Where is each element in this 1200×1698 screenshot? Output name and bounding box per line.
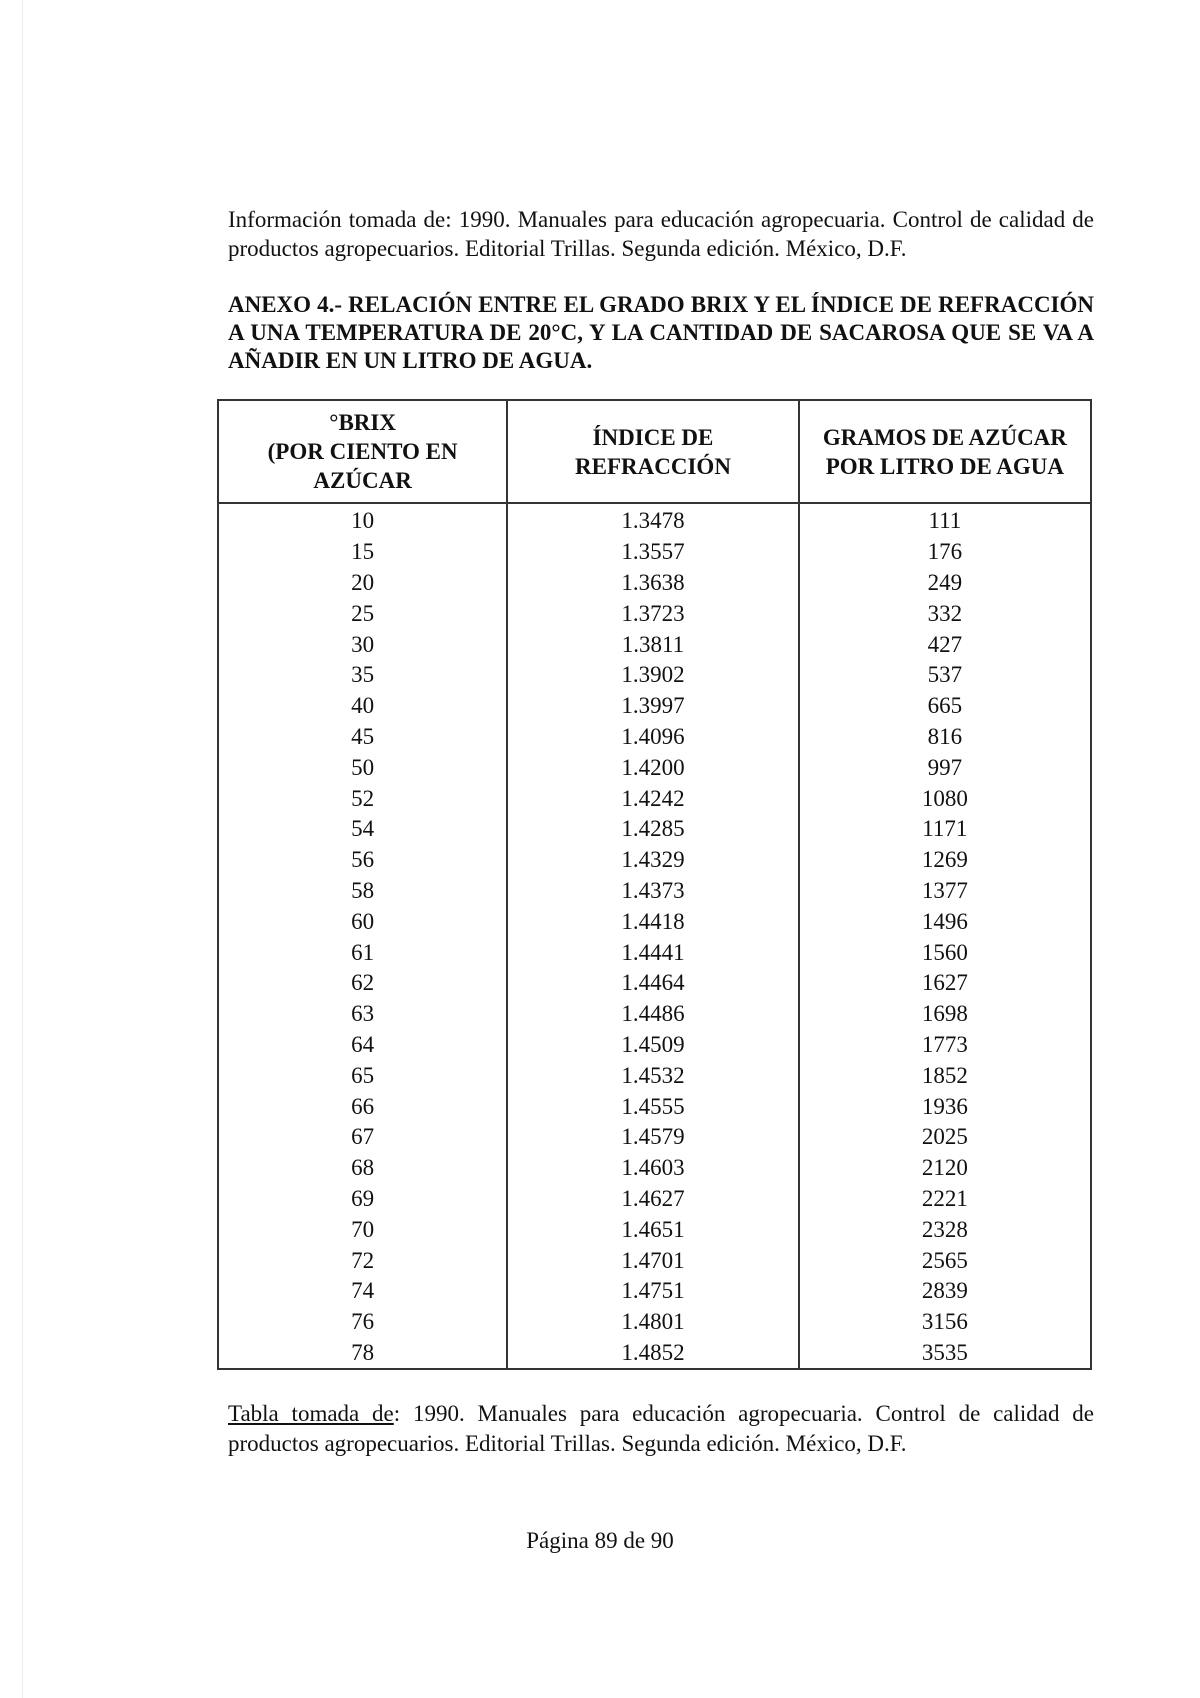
table-row	[218, 1184, 1091, 1215]
cell-brix: 63	[218, 999, 507, 1030]
table-row	[218, 1060, 1091, 1091]
annex-title: ANEXO 4.- RELACIÓN ENTRE EL GRADO BRIX Y EL ÍNDICE DE REFRACCIÓN A UNA TEMPERATURA DE 20°C, Y LA CANTIDAD DE SACAROSA QUE SE VA A AÑADIR EN UN LITRO DE AGUA.	[228, 292, 1094, 373]
cell-sugar-grams: 111	[799, 503, 1091, 537]
cell-refraction-index: 1.4242	[507, 783, 798, 814]
cell-refraction-index: 1.3478	[507, 503, 798, 537]
cell-sugar-grams: 1627	[799, 968, 1091, 999]
cell-brix: 70	[218, 1214, 507, 1245]
cell-refraction-index: 1.4200	[507, 752, 798, 783]
table-row	[218, 1153, 1091, 1184]
cell-brix: 69	[218, 1184, 507, 1215]
cell-sugar-grams: 1377	[799, 876, 1091, 907]
cell-brix: 30	[218, 629, 507, 660]
header-brix	[218, 400, 507, 503]
cell-sugar-grams: 249	[799, 568, 1091, 599]
cell-sugar-grams: 2839	[799, 1276, 1091, 1307]
cell-refraction-index: 1.4486	[507, 999, 798, 1030]
cell-refraction-index: 1.4852	[507, 1338, 798, 1370]
cell-brix: 45	[218, 722, 507, 753]
table-body	[218, 503, 1091, 1369]
table-row	[218, 568, 1091, 599]
table-row	[218, 598, 1091, 629]
cell-refraction-index: 1.4751	[507, 1276, 798, 1307]
table-header-row	[218, 400, 1091, 503]
cell-sugar-grams: 1560	[799, 937, 1091, 968]
cell-sugar-grams: 1269	[799, 845, 1091, 876]
cell-refraction-index: 1.4096	[507, 722, 798, 753]
cell-brix: 25	[218, 598, 507, 629]
cell-refraction-index: 1.3557	[507, 537, 798, 568]
brix-table	[217, 399, 1092, 1370]
table-row	[218, 691, 1091, 722]
cell-sugar-grams: 1773	[799, 1030, 1091, 1061]
cell-refraction-index: 1.4373	[507, 876, 798, 907]
cell-refraction-index: 1.4285	[507, 814, 798, 845]
cell-refraction-index: 1.4329	[507, 845, 798, 876]
table-row	[218, 1245, 1091, 1276]
table-row	[218, 814, 1091, 845]
cell-brix: 65	[218, 1060, 507, 1091]
table-row	[218, 937, 1091, 968]
cell-refraction-index: 1.4418	[507, 906, 798, 937]
cell-brix: 76	[218, 1307, 507, 1338]
cell-refraction-index: 1.3902	[507, 660, 798, 691]
table-row	[218, 503, 1091, 537]
table-row	[218, 537, 1091, 568]
table-row	[218, 722, 1091, 753]
cell-brix: 10	[218, 503, 507, 537]
table-row	[218, 876, 1091, 907]
cell-refraction-index: 1.4651	[507, 1214, 798, 1245]
cell-refraction-index: 1.4603	[507, 1153, 798, 1184]
cell-refraction-index: 1.4441	[507, 937, 798, 968]
cell-sugar-grams: 537	[799, 660, 1091, 691]
table-row	[218, 1091, 1091, 1122]
cell-sugar-grams: 176	[799, 537, 1091, 568]
header-sugar-line1: GRAMOS DE AZÚCAR	[822, 424, 1067, 450]
cell-sugar-grams: 2025	[799, 1122, 1091, 1153]
table-row	[218, 629, 1091, 660]
cell-brix: 62	[218, 968, 507, 999]
cell-refraction-index: 1.3997	[507, 691, 798, 722]
cell-refraction-index: 1.4509	[507, 1030, 798, 1061]
cell-refraction-index: 1.4627	[507, 1184, 798, 1215]
table-row	[218, 1214, 1091, 1245]
cell-sugar-grams: 2565	[799, 1245, 1091, 1276]
cell-sugar-grams: 2328	[799, 1214, 1091, 1245]
cell-brix: 68	[218, 1153, 507, 1184]
cell-sugar-grams: 332	[799, 598, 1091, 629]
cell-sugar-grams: 1080	[799, 783, 1091, 814]
footer-source-body: : 1990. Manuales para educación agropecuaria. Control de calidad de productos agropecuarios. Editorial Trillas. Segunda edición. México, D.F.	[228, 1401, 1095, 1456]
table-row	[218, 1030, 1091, 1061]
cell-brix: 20	[218, 568, 507, 599]
cell-brix: 15	[218, 537, 507, 568]
cell-brix: 52	[218, 783, 507, 814]
cell-brix: 64	[218, 1030, 507, 1061]
cell-sugar-grams: 665	[799, 691, 1091, 722]
cell-sugar-grams: 2120	[799, 1153, 1091, 1184]
cell-sugar-grams: 997	[799, 752, 1091, 783]
cell-brix: 72	[218, 1245, 507, 1276]
cell-brix: 40	[218, 691, 507, 722]
header-brix-line1: °BRIX	[329, 410, 396, 435]
cell-sugar-grams: 3156	[799, 1307, 1091, 1338]
page-edge-line	[22, 0, 23, 1698]
cell-refraction-index: 1.3638	[507, 568, 798, 599]
header-refraction-index	[507, 400, 798, 503]
cell-sugar-grams: 2221	[799, 1184, 1091, 1215]
cell-sugar-grams: 1496	[799, 906, 1091, 937]
header-brix-line2: (POR CIENTO EN	[267, 439, 458, 464]
cell-brix: 35	[218, 660, 507, 691]
cell-refraction-index: 1.3723	[507, 598, 798, 629]
cell-brix: 50	[218, 752, 507, 783]
table-row	[218, 752, 1091, 783]
table-row	[218, 1122, 1091, 1153]
cell-sugar-grams: 3535	[799, 1338, 1091, 1370]
cell-sugar-grams: 1852	[799, 1060, 1091, 1091]
header-brix-line3: AZÚCAR	[313, 468, 412, 493]
table-row	[218, 906, 1091, 937]
table-row	[218, 968, 1091, 999]
table-row	[218, 1307, 1091, 1338]
cell-refraction-index: 1.4532	[507, 1060, 798, 1091]
cell-refraction-index: 1.4801	[507, 1307, 798, 1338]
cell-sugar-grams: 1936	[799, 1091, 1091, 1122]
cell-sugar-grams: 1698	[799, 999, 1091, 1030]
cell-brix: 58	[218, 876, 507, 907]
cell-brix: 54	[218, 814, 507, 845]
cell-refraction-index: 1.4555	[507, 1091, 798, 1122]
cell-brix: 60	[218, 906, 507, 937]
cell-refraction-index: 1.4464	[507, 968, 798, 999]
table-row	[218, 1276, 1091, 1307]
table-row	[218, 999, 1091, 1030]
header-refraction-line1: ÍNDICE DE	[592, 424, 714, 450]
table-row	[218, 783, 1091, 814]
cell-sugar-grams: 427	[799, 629, 1091, 660]
cell-refraction-index: 1.3811	[507, 629, 798, 660]
intro-source-text: Información tomada de: 1990. Manuales para educación agropecuaria. Control de calidad de productos agropecuarios. Editorial Trillas. Segunda edición. México, D.F.	[228, 207, 1094, 261]
table-row	[218, 1338, 1091, 1370]
cell-brix: 74	[218, 1276, 507, 1307]
cell-brix: 56	[218, 845, 507, 876]
footer-source-label: Tabla tomada de	[228, 1401, 394, 1426]
footer-source-text	[228, 1399, 1094, 1459]
header-sugar-grams	[799, 400, 1091, 503]
cell-refraction-index: 1.4701	[507, 1245, 798, 1276]
cell-brix: 78	[218, 1338, 507, 1370]
header-refraction-line2: REFRACCIÓN	[575, 453, 731, 479]
table-row	[218, 660, 1091, 691]
page-number: Página 89 de 90	[526, 1528, 674, 1553]
cell-refraction-index: 1.4579	[507, 1122, 798, 1153]
cell-sugar-grams: 1171	[799, 814, 1091, 845]
table-row	[218, 845, 1091, 876]
cell-brix: 61	[218, 937, 507, 968]
header-sugar-line2: POR LITRO DE AGUA	[825, 453, 1065, 479]
cell-brix: 66	[218, 1091, 507, 1122]
cell-sugar-grams: 816	[799, 722, 1091, 753]
cell-brix: 67	[218, 1122, 507, 1153]
